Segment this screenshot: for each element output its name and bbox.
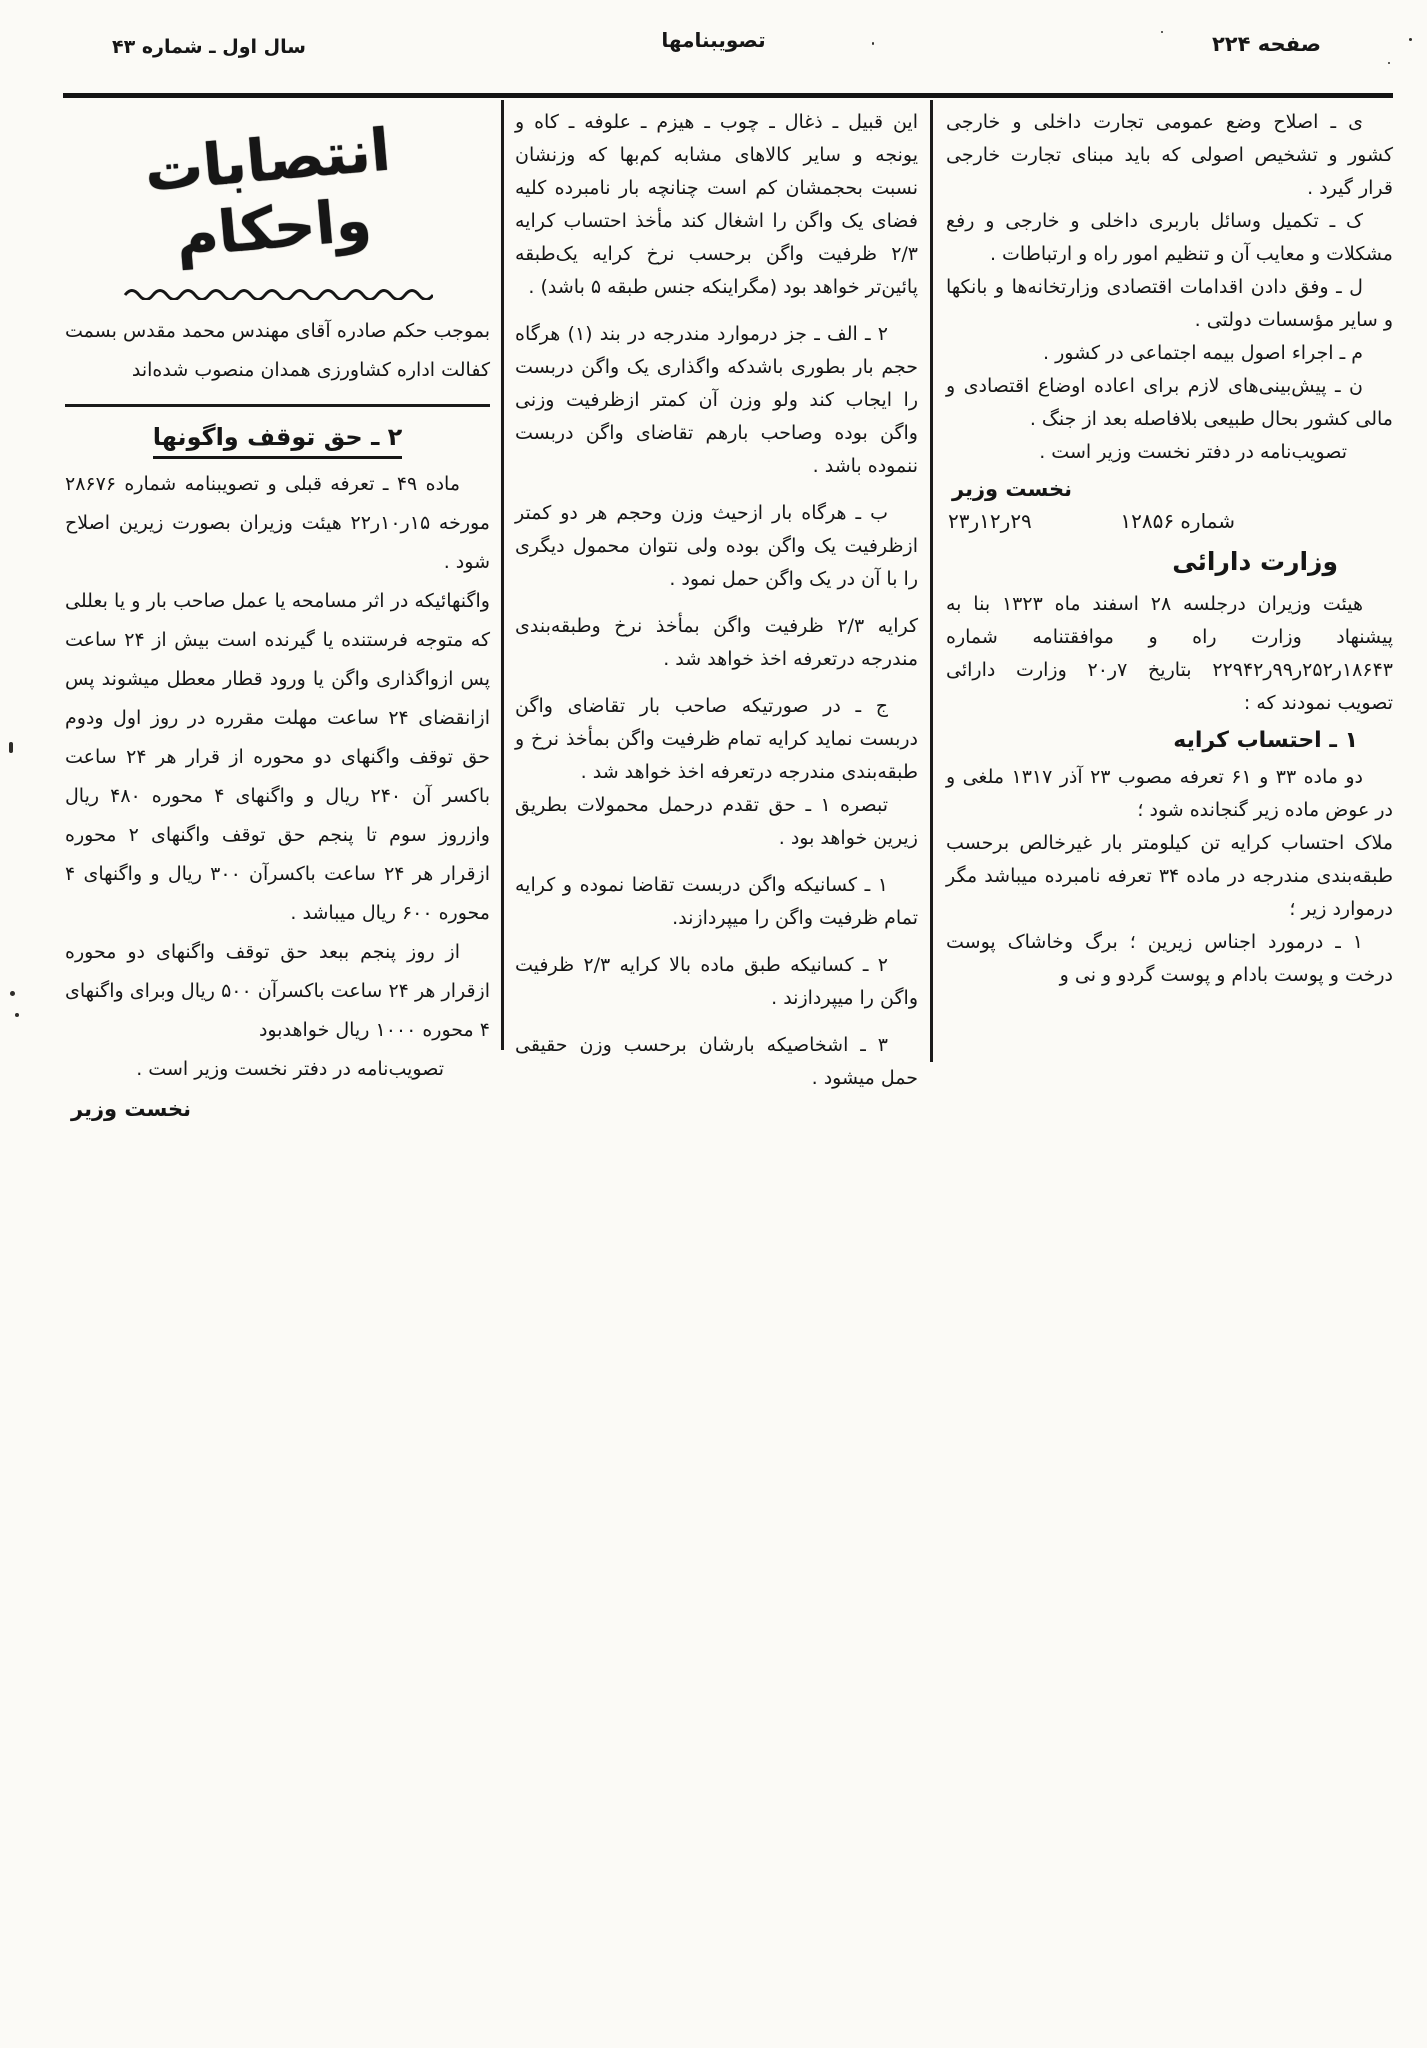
column-divider-left [501,100,504,1050]
clause-item: ی ـ اصلاح وضع عمومی تجارت داخلی و خارجی کشور و تشخیص اصولی که باید مبنای تجارت خارجی قرار گیرد . [946,111,1393,199]
registry-note: تصویب‌نامه در دفتر نخست وزیر است . [1039,441,1347,463]
section-heading-fare: ۱ ـ احتساب کرایه [1173,728,1358,753]
paragraph: دو ماده ۳۳ و ۶۱ تعرفه مصوب ۲۳ آذر ۱۳۱۷ ملغی و در عوض ماده زیر گنجانده شود ؛ [946,766,1393,821]
registry-note: تصویب‌نامه در دفتر نخست وزیر است . [136,1058,444,1080]
reference-number: شماره ۱۲۸۵۶ [1120,509,1235,533]
paragraph: کرایه ۲/۳ ظرفیت واگن بمأخذ نرخ وطبقه‌بندی مندرجه درتعرفه اخذ خواهد شد . [515,615,918,670]
section-heading-demurrage [65,423,490,451]
paragraph: واگنهائیکه در اثر مسامحه یا عمل صاحب بار و یا بعللی که متوجه فرستنده یا گیرنده است بیش از ۲۴ ساعت پس ازواگذاری واگن یا ورود قطار معطل میشوند پس ازانقضای ۲۴ ساعت مهلت مقرره در روز اول ودوم حق توقف واگنهای دو محوره از قرار هر ۲۴ ساعت باکسر آن ۲۴۰ ریال و واگنهای ۴ محوره ۴۸۰ ریال وازروز سوم تا پنجم حق توقف واگنهای ۲ محوره ازقرار هر ۲۴ ساعت باکسرآن ۳۰۰ ریال و واگنهای ۴ محوره ۶۰۰ ریال میباشد . [65,590,491,924]
scan-speck [15,1013,19,1017]
scan-speck [1161,31,1163,33]
page-title: تصویبنامها [661,28,766,52]
list-item: ۳ ـ اشخاصیکه بارشان برحسب وزن حقیقی حمل میشود . [515,1034,918,1089]
scan-speck [1409,38,1412,41]
scan-speck [10,991,15,996]
column-divider-right [930,100,933,1062]
wavy-divider [123,288,433,300]
clause-item: ن ـ پیش‌بینی‌های لازم برای اعاده اوضاع اقتصادی و مالی کشور بحال طبیعی بلافاصله بعد از جنگ . [946,375,1393,430]
reference-line [946,503,1393,537]
list-item: ۲ ـ کسانیکه طبق ماده بالا کرایه ۲/۳ ظرفیت واگن را میپردازند . [515,954,918,1009]
paragraph: ۱ ـ درمورد اجناس زیرین ؛ برگ وخاشاک پوست درخت و پوست بادام و پوست گردو و نی و [946,931,1393,986]
column-right [946,106,1393,992]
section-rule [65,404,490,407]
page-number-label: صفحه ۲۲۴ [1211,32,1321,56]
scan-speck [872,42,874,45]
scan-speck [1388,62,1390,64]
ministry-heading: وزارت دارائی [1172,547,1338,576]
clause-item: ک ـ تکمیل وسائل باربری داخلی و خارجی و رفع مشکلات و معایب آن و تنظیم امور راه و ارتباطات . [946,210,1393,265]
paragraph: ۲ ـ الف ـ جز درموارد مندرجه در بند (۱) هرگاه حجم بار بطوری باشدکه واگذاری یک واگن دربست را ایجاب کند ولو وزن آن کمتر ازظرفیت وزنی واگن بوده وصاحب بارهم تقاضای واگن دربست ننموده باشد . [515,323,918,477]
decree-intro: هیئت وزیران درجلسه ۲۸ اسفند ماه ۱۳۲۳ بنا به پیشنهاد وزارت راه و موافقتنامه شماره ۱۸۶۴۳ر۲۵۲ر۹۹ر۲۲۹۴۲ بتاریخ ۷ر۲۰ وزارت دارائی تصویب نمودند که : [946,593,1393,714]
clause-item: م ـ اجراء اصول بیمه اجتماعی در کشور . [1043,342,1363,364]
paragraph: ب ـ هرگاه بار ازحیث وزن وحجم هر دو کمتر ازظرفیت یک واگن بوده ولی نتوان محمول دیگری را با آن در یک واگن حمل نمود . [515,502,918,590]
signature-prime-minister: نخست وزیر [952,477,1073,501]
issue-label: سال اول ـ شماره ۴۳ [112,36,306,58]
column-left [65,106,490,1123]
paragraph: تبصره ۱ ـ حق تقدم درحمل محمولات بطریق زیرین خواهد بود . [515,794,918,849]
masthead-title: انتصابات واحکام [141,115,394,271]
paragraph: ماده ۴۹ ـ تعرفه قبلی و تصویبنامه شماره ۲۸۶۷۶ مورخه ۱۵ر۱۰ر۲۲ هیئت وزیران بصورت زیرین اصلاح شود . [65,473,490,573]
clause-item: ل ـ وفق دادن اقدامات اقتصادی وزارتخانه‌ها و بانکها و سایر مؤسسات دولتی . [946,276,1393,331]
paragraph: ملاک احتساب کرایه تن کیلومتر بار غیرخالص برحسب طبقه‌بندی مندرجه در ماده ۳۴ تعرفه نامبرده میباشد مگر درموارد زیر ؛ [946,832,1393,920]
reference-date: ۲۹ر۱۲ر۲۳ [948,509,1032,533]
paragraph: این قبیل ـ ذغال ـ چوب ـ هیزم ـ علوفه ـ کاه و یونجه و سایر کالاهای مشابه کم‌بها که وزنشان نسبت بحجمشان کم است چنانچه بار نامبرده کلیه فضای یک واگن را اشغال کند مأخذ احتساب کرایه ۲/۳ ظرفیت واگن برحسب نرخ کرایه یک‌طبقه پائین‌تر خواهد بود (مگراینکه جنس طبقه ۵ باشد) . [515,111,918,298]
signature-prime-minister: نخست وزیر [71,1097,192,1121]
scan-speck [9,742,13,753]
header-rule [63,93,1393,98]
appointment-notice: بموجب حکم صادره آقای مهندس محمد مقدس بسمت کفالت اداره کشاورزی همدان منصوب شده‌اند [65,320,490,381]
paragraph: ج ـ در صورتیکه صاحب بار تقاضای واگن دربست نماید کرایه تمام ظرفیت واگن بمأخذ نرخ و طبقه‌بندی مندرجه درتعرفه اخذ خواهد شد . [515,695,918,783]
column-middle [515,106,918,1095]
paragraph: از روز پنجم ببعد حق توقف واگنهای دو محوره ازقرار هر ۲۴ ساعت باکسرآن ۵۰۰ ریال وبرای واگنهای ۴ محوره ۱۰۰۰ ریال خواهدبود [65,941,491,1041]
list-item: ۱ ـ کسانیکه واگن دربست تقاضا نموده و کرایه تمام ظرفیت واگن را میپردازند. [515,874,918,929]
section-heading-text: ۲ ـ حق توقف واگونها [153,423,403,459]
